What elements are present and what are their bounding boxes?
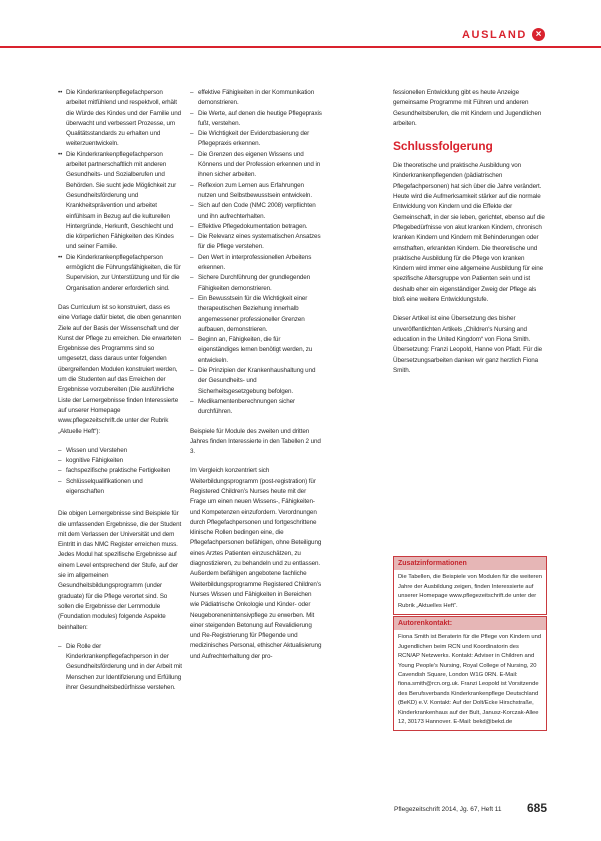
list-item: – effektive Fähigkeiten in der Kommunikation demonstrieren.: [190, 88, 322, 109]
goals-list: [58, 88, 182, 294]
author-box-body: Fiona Smith ist Beraterin für die Pflege von Kindern und Jugendlichen beim RCN und Koordinatorin des RCN/AP Netzwerks. Kontakt: Adviser in Children and Young People's Nursing, Royal College of Nursing, 20 Cavendish Square, London W1G 0RN. E-Mail: fiona.smith@rcn.org.uk. Franzi Leopold ist Vorsitzende des Berufsverbands Kinderkrankenpflege Deutschland (BeKD) e.V. Kontakt: Auf der Dolt/Ecke Hirschstraße, Kinderkrankenhaus auf der Bult, Janusz-Korczak-Allee 12, 30173 Hannover. E-Mail: bekd@bekd.de: [398, 634, 542, 726]
list-item: – Wissen und Verstehen: [58, 446, 182, 456]
list-item: – Schlüsselqualifikationen und eigenschaften: [58, 477, 182, 498]
info-box-body: Die Tabellen, die Beispiele von Modulen für die weiteren Jahre der Ausbildung zeigen, finden Interessierte auf unserer Homepage www.pflegezeitschrift.de unter der Rubrik „Aktuelles Heft“.: [398, 574, 542, 609]
author-box-title: Autorenkontakt:: [394, 617, 546, 630]
list-item: – Den Wert in interprofessionellen Arbeitens erkennen.: [190, 253, 322, 274]
list-item: – Beginn an, Fähigkeiten, die für eigenständiges lernen benötigt werden, zu entwickeln.: [190, 335, 322, 366]
outcomes-list: [190, 88, 322, 418]
paragraph: Das Curriculum ist so konstruiert, dass es eine Vorlage dafür bietet, die oben genannten Ziele auf der Basis der Wissenschaft und der Kunst der Pflege zu erreichen. Die erwarteten Ergebnisse des Programms sind so umgesetzt, dass daraus unter folgenden übergreifenden Modulen konstruiert werden, um die Studenten auf das Erreichen der Ergebnisse vorzubereiten (Die ausführliche Liste der Lernergebnisse finden Interessierte auf unserer Homepage www.pflegezeitschrift.de unter der Rubrik „Aktuelle Heft“):: [58, 303, 181, 435]
x-badge-icon: ×: [532, 28, 545, 41]
list-item: •• Die Kinderkrankenpflegefachperson arbeitet partnerschaftlich mit anderen Gesundheits- und Sozialberufen und Behörden. Sie sucht jede Möglichkeit zur Gesundheitsförderung und Krankheitsprävention und arbeitet einfühlsam in Bezug auf die kulturellen Hintergründe, Herkunft, Geschlecht und die körperlichen Fähigkeiten des Kindes und seiner Familie.: [58, 150, 182, 253]
modules-list: [58, 446, 182, 497]
list-item: – Reflexion zum Lernen aus Erfahrungen nutzen und Selbstbewusstsein entwickeln.: [190, 181, 322, 202]
journal-footer: Pflegezeitschrift 2014, Jg. 67, Heft 11: [394, 806, 502, 813]
info-box-title: Zusatzinformationen: [394, 557, 546, 570]
list-item: •• Die Kinderkrankenpflegefachperson arbeitet mitfühlend und respektvoll, erhält die Würde des Kindes und der Familie und überwacht und verbessert Prozesse, um Qualitätsstandards zu erhalten und weiterzuentwickeln.: [58, 88, 182, 150]
list-item: – Medikamentenberechnungen sicher durchführen.: [190, 397, 322, 418]
list-item: – kognitive Fähigkeiten: [58, 456, 182, 466]
column-1: [58, 88, 182, 702]
paragraph: Im Vergleich konzentriert sich Weiterbildungsprogramm (post-registration) für Registered Children’s Nurses heute mit der Frage um einen neuen Wissens-, Fähigkeiten- und Kompetenzen einzufordern. Verordnungen durch Pflegefachpersonen und fortgeschrittene klinische Rollen bedingen eine, die Pflegefachpersonen befähigen, ohne Beteiligung eines Arztes Patienten einzuschätzen, zu diagnostizieren, zu behandeln und zu entlassen. Außerdem befähigen angebotene fachliche Weiterbildungsprogramme Registered Children’s Nurses Wissen und Fähigkeiten in Bereichen wie Pädiatrische Onkologie und Kinder- oder Neugeborenenintensivpflege zu erwerben. Mit einer steigenden Betonung auf Revalidierung und Re-Registrierung für Pflegende und medizinisches Personal, ethischer Aktualisierung und Aufrechterhaltung der pro-: [190, 467, 322, 660]
list-item: – Die Rolle der Kinderkrankenpflegefachperson in der Gesundheitsförderung und in der Arbeit mit Menschen zur Identifizierung und Erfüllung ihrer Gesundheitsbedürfnisse verstehen.: [58, 642, 182, 693]
list-item: – Die Prinzipien der Krankenhaushaltung und der Gesundheits- und Sicherheitsgesetzgebung befolgen.: [190, 366, 322, 397]
list-item: – Die Wichtigkeit der Evidenzbasierung der Pflegepraxis erkennen.: [190, 129, 322, 150]
list-item: – Sich auf den Code (NMC 2008) verpflichten und ihn aufrechterhalten.: [190, 201, 322, 222]
section-heading: Schlussfolgerung: [393, 139, 493, 154]
list-item: – Die Relevanz eines systematischen Ansatzes für die Pflege verstehen.: [190, 232, 322, 253]
paragraph: fessionellen Entwicklung gibt es heute Anzeige gemeinsame Programme mit Führen und anderen Gesundheitsberufen, die mit Kindern und Jugendlichen arbeiten.: [393, 89, 542, 127]
paragraph: Die obigen Lernergebnisse sind Beispiele für die umfassenden Ergebnisse, die der Student mit dem Verlassen der Universität und dem Eintritt in das NMC Register erreichen muss. Jedes Modul hat spezifische Ergebnisse auf einem Level entsprechend der Stufe, auf der sie im allgemeinen Gesundheitsbildungsprogramm (under graduate) für die Pflege verortet sind. So sollen die Ergebnisse der Lernmodule (Foundation modules) folgende Aspekte beinhalten:: [58, 510, 182, 631]
page-number: 685: [527, 801, 548, 815]
foundation-list: [58, 642, 182, 693]
author-box: [393, 616, 547, 731]
section-label: AUSLAND: [462, 28, 527, 41]
list-item: – fachspezifische praktische Fertigkeiten: [58, 466, 182, 476]
list-item: – Effektive Pflegedokumentation betragen.: [190, 222, 322, 232]
list-item: – Ein Bewusstsein für die Wichtigkeit einer therapeutischen Beziehung innerhalb angemessener professioneller Grenzen aufbauen, demonstrieren.: [190, 294, 322, 335]
section-header: [462, 28, 545, 41]
translation-note: Dieser Artikel ist eine Übersetzung des bisher unveröffentlichten Artikels „Children's Nursing and education in the United Kingdom“ von Fiona Smith. Übersetzung: Franzi Leopold, Hanne von Pfadt. Für die Übersetzungsarbeiten danken wir ganz herzlich Fiona Smith.: [393, 315, 543, 374]
column-2: [190, 88, 322, 671]
list-item: – Die Grenzen des eigenen Wissens und Könnens und der Profession erkennen und in ihnen sicher arbeiten.: [190, 150, 322, 181]
list-item: – Die Werte, auf denen die heutige Pflegepraxis fußt, verstehen.: [190, 109, 322, 130]
list-item: – Sichere Durchführung der grundlegenden Fähigkeiten demonstrieren.: [190, 273, 322, 294]
column-3: [393, 88, 545, 385]
info-box: [393, 556, 547, 615]
list-item: •• Die Kinderkrankenpflegefachperson ermöglicht die Führungsfähigkeiten, die für Supervision, zur Unterstützung und für die Organisation anderer erforderlich sind.: [58, 253, 182, 294]
paragraph: Beispiele für Module des zweiten und dritten Jahres finden Interessierte in den Tabellen 2 und 3.: [190, 427, 321, 456]
header-rule: [0, 46, 601, 48]
paragraph: Die theoretische und praktische Ausbildung von Kinderkrankenpflegenden (pädiatrischen Pflegefachpersonen) hat sich über die Jahre verändert. Heute wird die Aufmerksamkeit stärker auf die normale Entwicklung von Kindern und die Effekte der Gemeinschaft, in der sie leben, gerichtet, ebenso auf die Pflegebedürfnisse von akut kranken Kindern, chronisch kranken Kindern und Kindern mit Behinderungen oder ernsthaften, erkrankten Kindern. Die theoretische und praktische Ausbildung für die Pflege von kranken Kindern wird immer eine allgemeine Ausbildung für eine spezifische Altersgruppe von Patienten sein und ist deshalb eher ein eigenständiger Zweig der Pflege als bloß eine weitere Entwicklungstufe.: [393, 162, 545, 304]
